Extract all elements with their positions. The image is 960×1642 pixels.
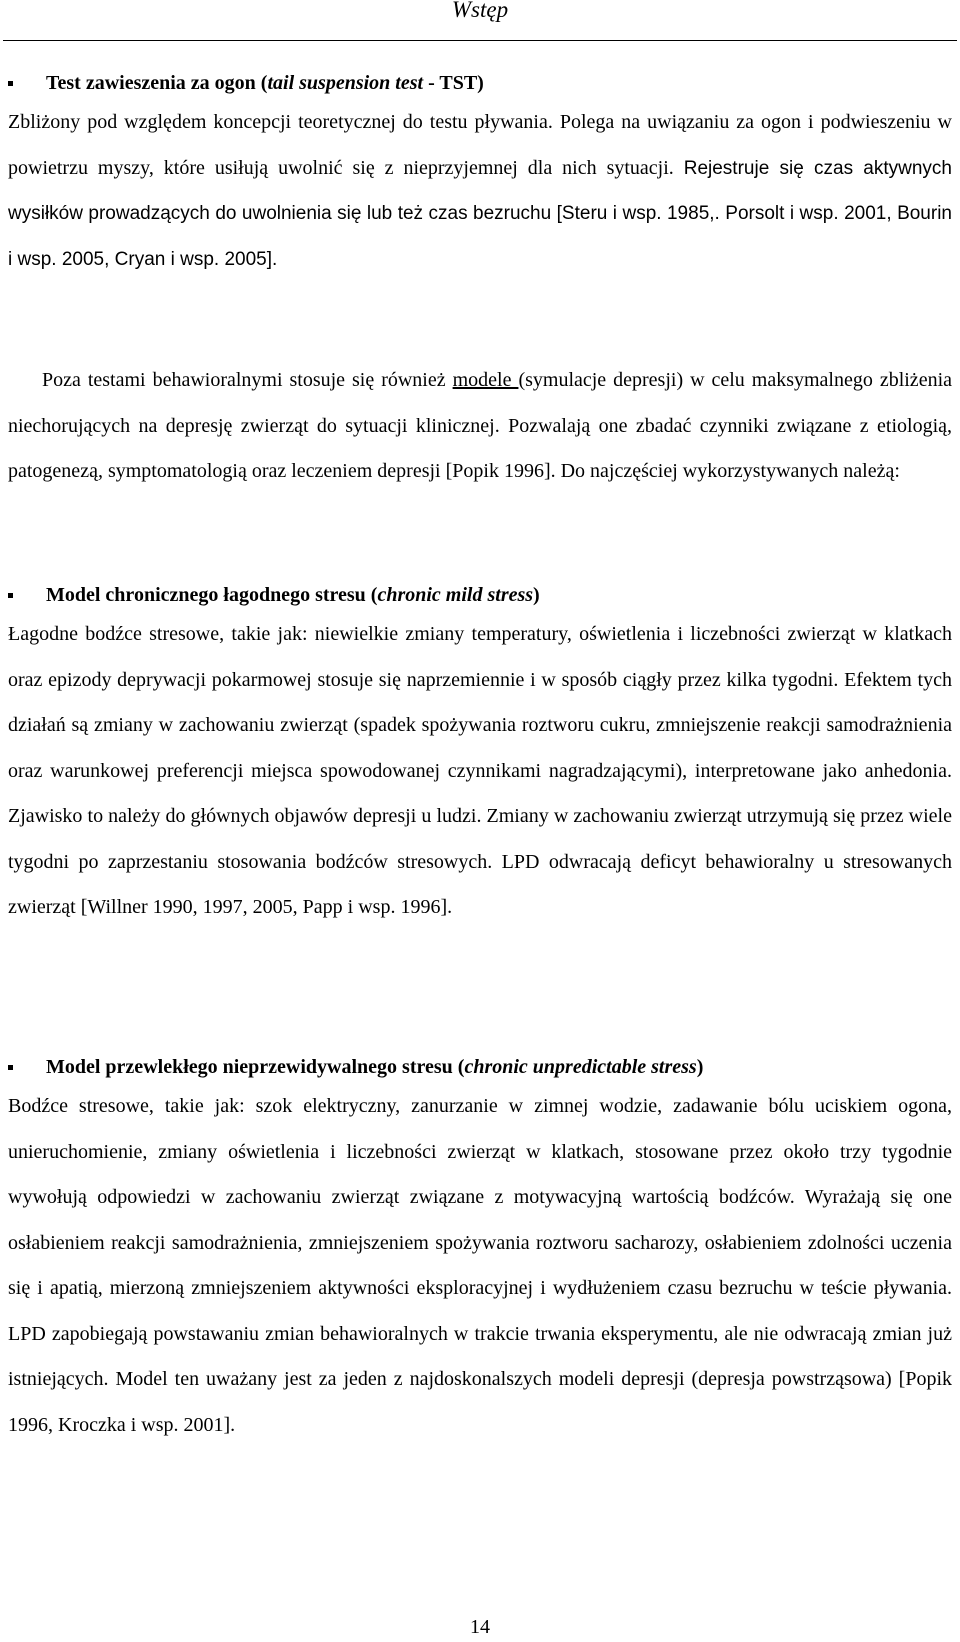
section-models-intro [8, 358, 952, 495]
heading-italic-part: tail suspension test [267, 72, 424, 94]
body-text: Poza testami behawioralnymi stosuje się również [42, 369, 453, 391]
section-heading-tst [8, 68, 952, 98]
paragraph-models-intro [8, 358, 952, 495]
heading-bold-part: ) [696, 1056, 704, 1078]
heading-bold-part: ) [533, 584, 540, 606]
body-text-sans: Rejestruje się czas aktywnych wysiłków prowadzących do uwolnienia się lub też czas bezruchu [Steru i wsp. 1985,. Porsolt i wsp. 2001, Bourin i wsp. 2005, Cryan i wsp. 2005]. [8, 157, 953, 270]
heading-bold-part: Model przewlekłego nieprzewidywalnego stresu ( [46, 1056, 465, 1078]
section-body-cus: Bodźce stresowe, takie jak: szok elektryczny, zanurzanie w zimnej wodzie, zadawanie bólu uciskiem ogona, unieruchomienie, zmiany oświetlenia i liczebności zwierząt w klatkach, stosowane przez około trzy tygodnie wywołują odpowiedzi w zachowaniu zwierząt związane z motywacyjną wartością bodźców. Wyrażają się one osłabieniem reakcji samodrażnienia, zmniejszeniem spożywania roztworu sacharozy, osłabieniem zdolności uczenia się i apatią, mierzoną zmniejszeniem aktywności eksploracyjnej i wydłużeniem czasu bezruchu w teście pływania. LPD zapobiegają powstawaniu zmian behawioralnych w trakcie trwania eksperymentu, ale nie odwracają zmian już istniejących. Model ten uważany jest za jeden z najdoskonalszych modeli depresji (depresja powstrząsowa) [Popik 1996, Kroczka i wsp. 2001]. [8, 1095, 952, 1436]
section-body-cms: Łagodne bodźce stresowe, takie jak: niewielkie zmiany temperatury, oświetlenia i liczebności zwierząt w klatkach oraz epizody deprywacji pokarmowej stosuje się naprzemiennie i w sposób ciągły przez kilka tygodni. Efektem tych działań są zmiany w zachowaniu zwierząt (spadek spożywania roztworu cukru, zmniejszenie reakcji samodrażnienia oraz warunkowej preferencji miejsca spowodowanej czynnikami nagradzającymi), interpretowane jako anhedonia. Zjawisko to należy do głównych objawów depresji u ludzi. Zmiany w zachowaniu zwierząt utrzymują się przez wiele tygodni po zaprzestaniu stosowania bodźców stresowych. LPD odwracają deficyt behawioralny u stresowanych zwierząt [Willner 1990, 1997, 2005, Papp i wsp. 1996]. [8, 623, 952, 918]
heading-bold-part: - TST) [423, 72, 484, 94]
section-chronic-unpredictable-stress [8, 1052, 952, 1448]
section-body-tst [8, 100, 952, 282]
bullet-icon [8, 1065, 13, 1070]
header-divider [3, 40, 957, 41]
page-header-title: Wstęp [451, 0, 509, 22]
bullet-icon [8, 81, 13, 86]
heading-bold-part: Test zawieszenia za ogon ( [46, 72, 268, 94]
underlined-term: modele [452, 369, 519, 391]
section-tail-suspension-test [8, 68, 952, 282]
heading-italic-part: chronic mild stress [377, 584, 534, 606]
heading-bold-part: Model chronicznego łagodnego stresu ( [46, 584, 378, 606]
body-text: (symulacje depresji) w celu maksymalnego zbliżenia niechorujących na depresję zwierząt do sytuacji klinicznej. Pozwalają one zbadać czynniki związane z etiologią, patogenezą, symptomatologią oraz leczeniem depresji [Popik 1996]. Do najczęściej wykorzystywanych należą: [8, 369, 952, 482]
section-heading-cms [8, 580, 952, 610]
body-text: Zbliżony pod względem koncepcji teoretycznej do testu pływania. Polega na uwiązaniu za ogon i podwieszeniu w powietrzu myszy, które usiłują uwolnić się z nieprzyjemnej dla nich sytuacji. [8, 111, 952, 179]
section-chronic-mild-stress [8, 580, 952, 931]
section-heading-cus [8, 1052, 952, 1082]
heading-italic-part: chronic unpredictable stress [464, 1056, 697, 1078]
page-number: 14 [470, 1616, 490, 1638]
bullet-icon [8, 593, 13, 598]
